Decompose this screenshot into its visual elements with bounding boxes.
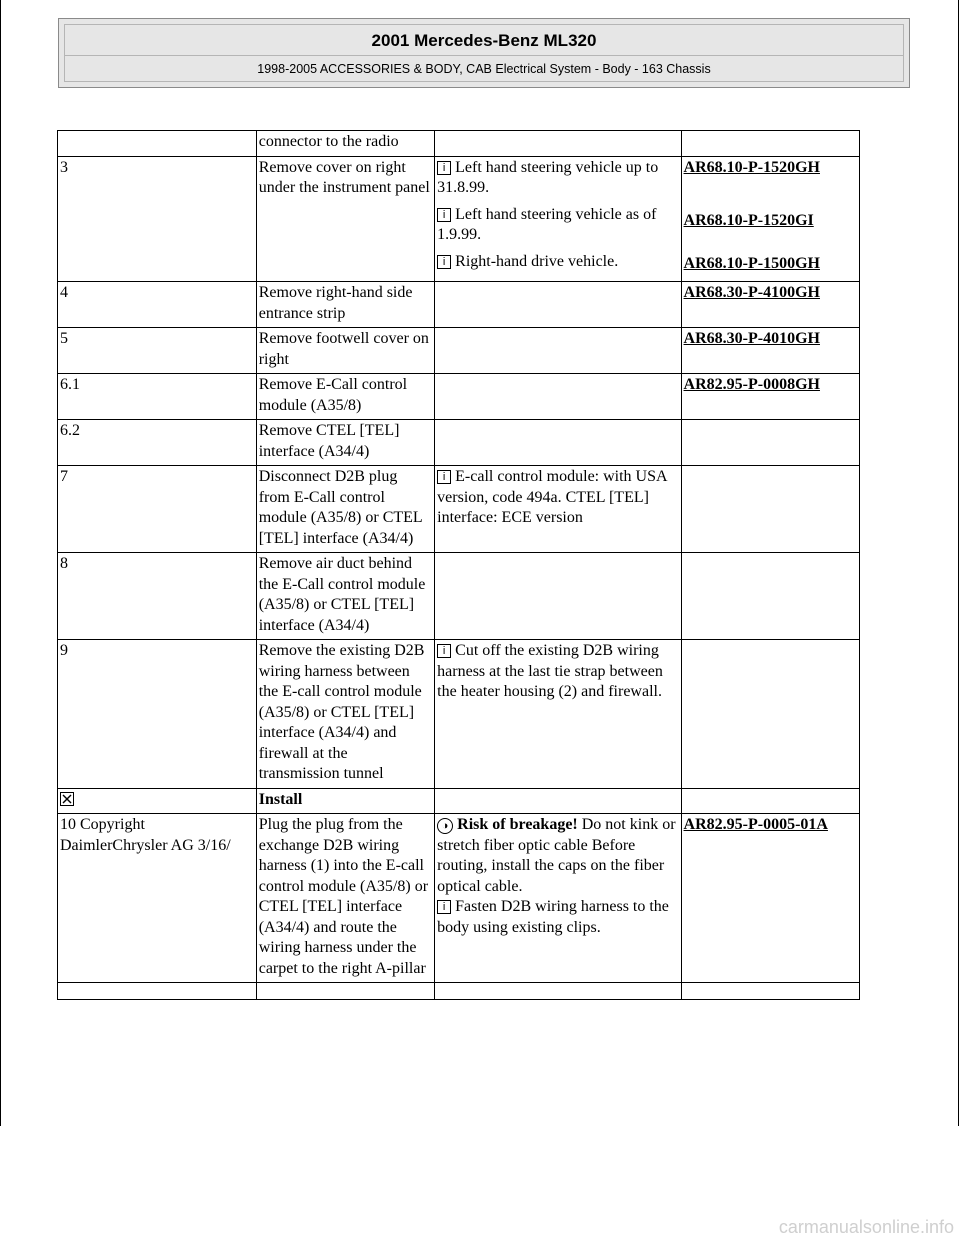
note (437, 252, 678, 273)
table-row (58, 374, 860, 420)
step-number (58, 131, 257, 157)
document-subtitle: 1998-2005 ACCESSORIES & BODY, CAB Electrical System - Body - 163 Chassis (257, 62, 711, 76)
step-number: 5 (58, 328, 257, 374)
step-refs (681, 131, 859, 157)
ref-link[interactable]: AR68.10-P-1500GH (683, 254, 820, 272)
tail-cell-4 (681, 983, 859, 1000)
table-row (58, 328, 860, 374)
step-notes (435, 131, 681, 157)
step-refs (681, 328, 859, 374)
step-action: Remove cover on right under the instrument panel (256, 156, 434, 282)
table-row (58, 466, 860, 553)
step-notes (435, 466, 681, 553)
ref-link[interactable]: AR68.30-P-4010GH (683, 330, 820, 347)
note (437, 467, 678, 529)
install-notes-cell (435, 788, 681, 814)
note-text: E-call control module: with USA version, code 494a. CTEL [TEL] interface: ECE version (437, 468, 667, 526)
tail-cell-3 (435, 983, 681, 1000)
table-row-install (58, 788, 860, 814)
tail-cell-1 (58, 983, 257, 1000)
info-icon: i (437, 208, 451, 222)
step-number: 6.2 (58, 420, 257, 466)
step-action: Remove E-Call control module (A35/8) (256, 374, 434, 420)
note (437, 158, 678, 199)
install-ref-cell (681, 788, 859, 814)
ref-link[interactable]: AR68.10-P-1520GH (683, 158, 820, 176)
step-action: Plug the plug from the exchange D2B wiring harness (1) into the E-call control module (A35/8) or CTEL [TEL] interface (A34/4) and route the wiring harness under the carpet to the right A-pillar (256, 814, 434, 983)
warning-text: Do not kink or stretch fiber optic cable Before routing, install the caps on the fiber optical cable. (437, 816, 676, 895)
step-number: 10 Copyright DaimlerChrysler AG 3/16/ (58, 814, 257, 983)
step-notes (435, 640, 681, 789)
table-row (58, 282, 860, 328)
step-action: Remove air duct behind the E-Call control module (A35/8) or CTEL [TEL] interface (A34/4) (256, 553, 434, 640)
warning-icon: ◑ (437, 818, 453, 834)
ref-link-ar82-95-p-0005-01a[interactable]: AR82.95-P-0005-01A (683, 816, 828, 833)
table-row (58, 420, 860, 466)
step-refs (681, 640, 859, 789)
install-icon-cell (58, 788, 257, 814)
step-action: Remove right-hand side entrance strip (256, 282, 434, 328)
table-row-step-10 (58, 814, 860, 983)
table-row (58, 131, 860, 157)
table-row-tail (58, 983, 860, 1000)
step-notes (435, 553, 681, 640)
install-icon (60, 792, 74, 806)
header-divider (65, 55, 903, 56)
info-icon: i (437, 161, 451, 175)
step-refs (681, 553, 859, 640)
table-row (58, 553, 860, 640)
step-number: 4 (58, 282, 257, 328)
step-number: 8 (58, 553, 257, 640)
step-number: 3 (58, 156, 257, 282)
step-notes (435, 814, 681, 983)
table-row (58, 156, 860, 282)
install-heading: Install (256, 788, 434, 814)
page-left-rule (0, 0, 1, 1126)
document-title: 2001 Mercedes-Benz ML320 (371, 31, 597, 50)
note (437, 641, 678, 703)
step-notes (435, 374, 681, 420)
info-icon: i (437, 900, 451, 914)
step-refs (681, 466, 859, 553)
info-icon: i (437, 470, 451, 484)
ref-link[interactable]: AR82.95-P-0008GH (683, 376, 820, 393)
step-notes (435, 420, 681, 466)
step-action: Disconnect D2B plug from E-Call control module (A35/8) or CTEL [TEL] interface (A34/4) (256, 466, 434, 553)
info-icon: i (437, 644, 451, 658)
tail-cell-2 (256, 983, 434, 1000)
note-text: Left hand steering vehicle up to 31.8.99. (437, 158, 659, 196)
table-row (58, 640, 860, 789)
step-refs (681, 814, 859, 983)
note-text: Cut off the existing D2B wiring harness at the last tie strap between the heater housing (2) and firewall. (437, 642, 663, 700)
page-right-rule (958, 0, 959, 1126)
step-notes (435, 282, 681, 328)
header-inner-frame (64, 24, 904, 82)
step-action: Remove the existing D2B wiring harness between the E-call control module (A35/8) or CTEL [TEL] interface (A34/4) and firewall at the transmission tunnel (256, 640, 434, 789)
ref-link[interactable]: AR68.30-P-4100GH (683, 284, 820, 301)
step-refs (681, 374, 859, 420)
ref-link[interactable]: AR68.10-P-1520GI (683, 212, 814, 229)
step-notes (435, 328, 681, 374)
info-icon: i (437, 255, 451, 269)
watermark: carmanualsonline.info (778, 1217, 954, 1237)
step-refs (681, 282, 859, 328)
step-number: 9 (58, 640, 257, 789)
note-text: Right-hand drive vehicle. (455, 252, 619, 270)
step-refs (681, 156, 859, 282)
procedure-table-body (58, 131, 860, 1000)
step-notes (435, 156, 681, 282)
warning-title: Risk of breakage! (457, 816, 578, 833)
document-header (58, 18, 910, 88)
step-number: 6.1 (58, 374, 257, 420)
step-number: 7 (58, 466, 257, 553)
note (437, 205, 678, 246)
step-action: Remove CTEL [TEL] interface (A34/4) (256, 420, 434, 466)
step-action: connector to the radio (256, 131, 434, 157)
step-refs (681, 420, 859, 466)
note-text: Fasten D2B wiring harness to the body using existing clips. (437, 898, 669, 936)
procedure-table (57, 130, 860, 1000)
step-action: Remove footwell cover on right (256, 328, 434, 374)
note-text: Left hand steering vehicle as of 1.9.99. (437, 205, 657, 243)
